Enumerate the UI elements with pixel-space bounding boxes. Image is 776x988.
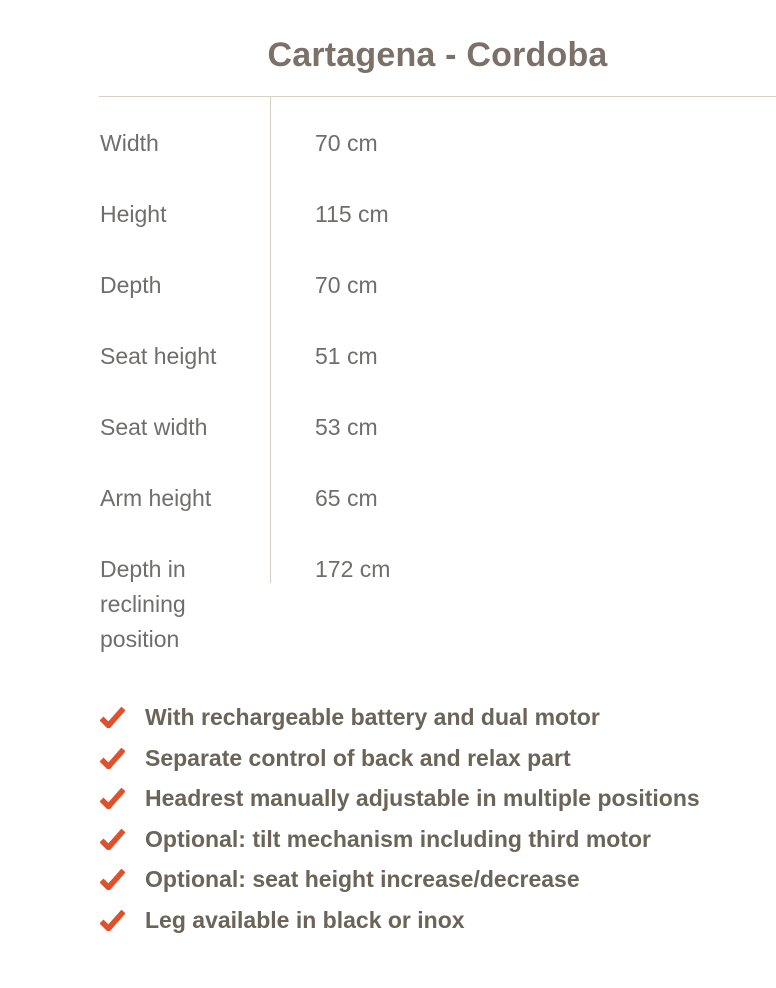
table-row [99, 534, 776, 675]
feature-label: Leg available in black or inox [145, 906, 465, 933]
check-icon [100, 778, 126, 809]
feature-label: Optional: seat height increase/decrease [145, 866, 580, 892]
table-row [99, 321, 776, 392]
spec-value: 70 cm [315, 272, 378, 298]
page-title: Cartagena - Cordoba [267, 36, 608, 74]
spec-value: 172 cm [315, 556, 391, 582]
spec-label: Depth in reclining position [100, 556, 186, 652]
table-column-divider [270, 97, 271, 583]
table-row [99, 179, 776, 250]
check-icon [100, 859, 126, 890]
check-icon [100, 697, 126, 728]
feature-label: Headrest manually adjustable in multiple positions [145, 785, 700, 811]
check-icon [100, 900, 126, 931]
table-row [99, 97, 776, 179]
content-container [99, 0, 776, 940]
spec-label: Seat height [100, 343, 217, 369]
list-item [99, 778, 776, 819]
list-item [99, 859, 776, 900]
table-row [99, 250, 776, 321]
spec-label: Depth [100, 272, 162, 298]
feature-label: With rechargeable battery and dual motor [145, 704, 600, 730]
list-item [99, 900, 776, 941]
list-item [99, 819, 776, 860]
spec-label: Seat width [100, 414, 208, 440]
feature-label: Separate control of back and relax part [145, 744, 571, 771]
list-item [99, 738, 776, 779]
spec-table-rows [99, 97, 776, 675]
spec-value: 65 cm [315, 485, 378, 511]
spec-value: 115 cm [315, 201, 389, 227]
list-item [99, 697, 776, 738]
spec-label: Width [100, 130, 159, 156]
table-row [99, 392, 776, 463]
spec-label: Arm height [100, 485, 212, 511]
feature-label: Optional: tilt mechanism including third motor [145, 825, 651, 852]
table-row [99, 463, 776, 534]
spec-table [99, 96, 776, 675]
spec-label: Height [100, 201, 167, 227]
features-list [99, 697, 776, 940]
check-icon [100, 738, 126, 769]
spec-value: 53 cm [315, 414, 378, 440]
spec-value: 51 cm [315, 343, 378, 369]
spec-value: 70 cm [315, 130, 378, 156]
check-icon [100, 819, 126, 850]
